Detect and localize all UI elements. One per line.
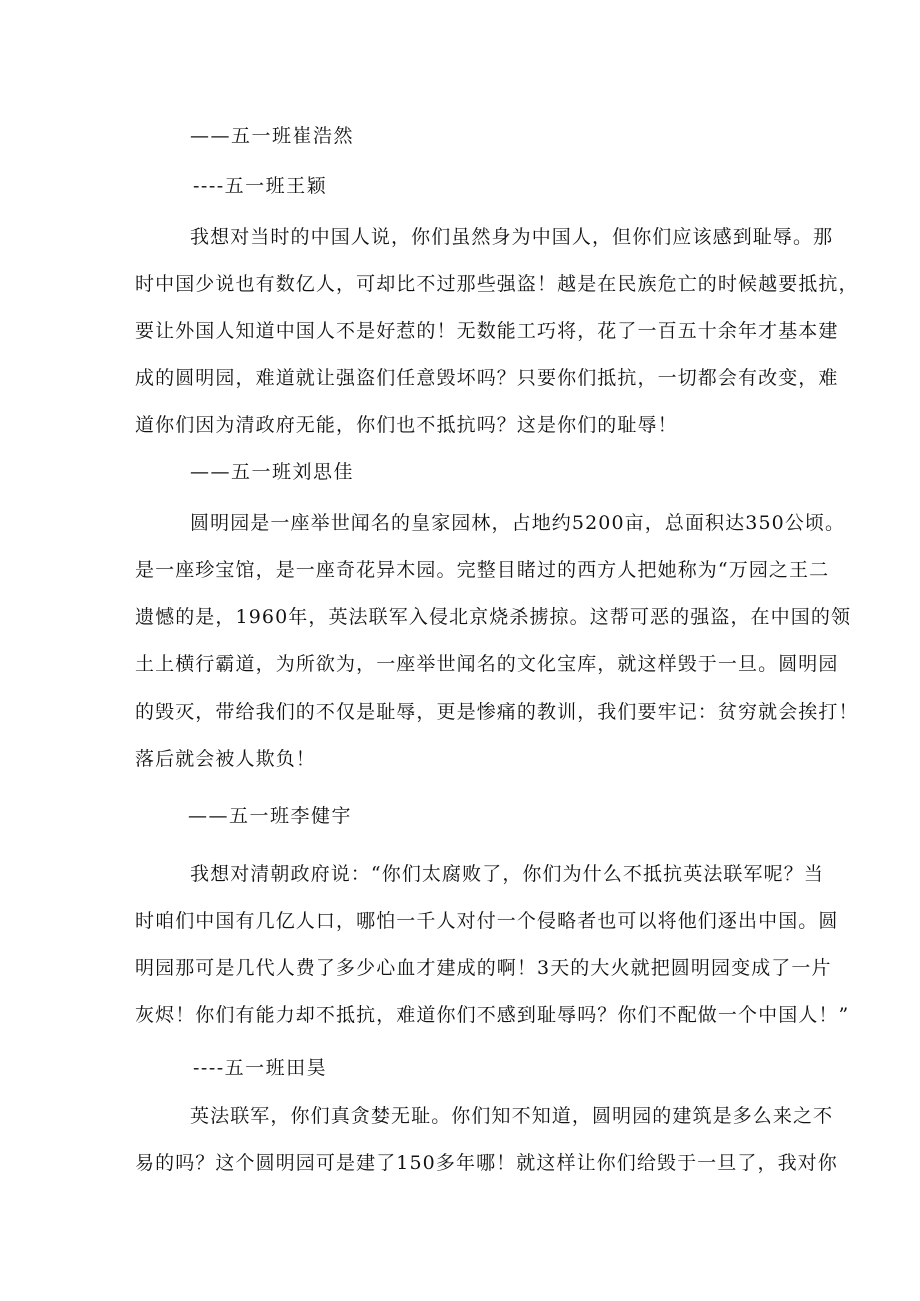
paragraph-line: 落后就会被人欺负！ [135, 748, 316, 770]
paragraph-line: 遗憾的是，1960年，英法联军入侵北京烧杀掳掠。这帮可恶的强盗，在中国的领 [135, 606, 852, 628]
paragraph-line: 我想对清朝政府说：“你们太腐败了，你们为什么不抵抗英法联军呢？当 [190, 863, 824, 885]
paragraph-line: 要让外国人知道中国人不是好惹的！无数能工巧将，花了一百五十余年才基本建 [135, 320, 839, 342]
paragraph-line: 时中国少说也有数亿人，可却比不过那些强盗！越是在民族危亡的时候越要抵抗， [135, 273, 859, 295]
paragraph-line: 易的吗？这个圆明园可是建了150多年哪！就这样让你们给毁于一旦了，我对你 [135, 1152, 838, 1174]
paragraph-line: 我想对当时的中国人说，你们虽然身为中国人，但你们应该感到耻辱。那 [190, 226, 834, 248]
signature-wang-ying: ----五一班王颖 [193, 175, 328, 197]
paragraph-line: 的毁灭，带给我们的不仅是耻辱，更是惨痛的教训，我们要牢记：贫穷就会挨打！ [135, 701, 859, 723]
paragraph-line: 成的圆明园，难道就让强盗们任意毁坏吗？只要你们抵抗，一切都会有改变，难 [135, 367, 839, 389]
paragraph-line: 灰烬！你们有能力却不抵抗，难道你们不感到耻辱吗？你们不配做一个中国人！” [135, 1004, 850, 1026]
paragraph-line: 道你们因为清政府无能，你们也不抵抗吗？这是你们的耻辱！ [135, 414, 678, 436]
signature-liu-sijia: ——五一班刘思佳 [190, 461, 355, 483]
paragraph-line: 时咱们中国有几亿人口，哪怕一千人对付一个侵略者也可以将他们逐出中国。圆 [135, 910, 839, 932]
paragraph-line: 英法联军，你们真贪婪无耻。你们知不知道，圆明园的建筑是多么来之不 [190, 1105, 834, 1127]
signature-tian-hao: ----五一班田昊 [193, 1057, 328, 1079]
paragraph-line: 明园那可是几代人费了多少心血才建成的啊！3天的大火就把圆明园变成了一片 [135, 957, 832, 979]
signature-cui-haoran: ——五一班崔浩然 [190, 125, 355, 147]
paragraph-line: 土上横行霸道，为所欲为，一座举世闻名的文化宝库，就这样毁于一旦。圆明园 [135, 653, 839, 675]
paragraph-line: 圆明园是一座举世闻名的皇家园林，占地约5200亩，总面积达350公顷。 [190, 512, 846, 534]
paragraph-line: 是一座珍宝馆，是一座奇花异木园。完整目睹过的西方人把她称为“万园之王二 [135, 559, 830, 581]
signature-li-jianyu: ——五一班李健宇 [188, 805, 353, 827]
